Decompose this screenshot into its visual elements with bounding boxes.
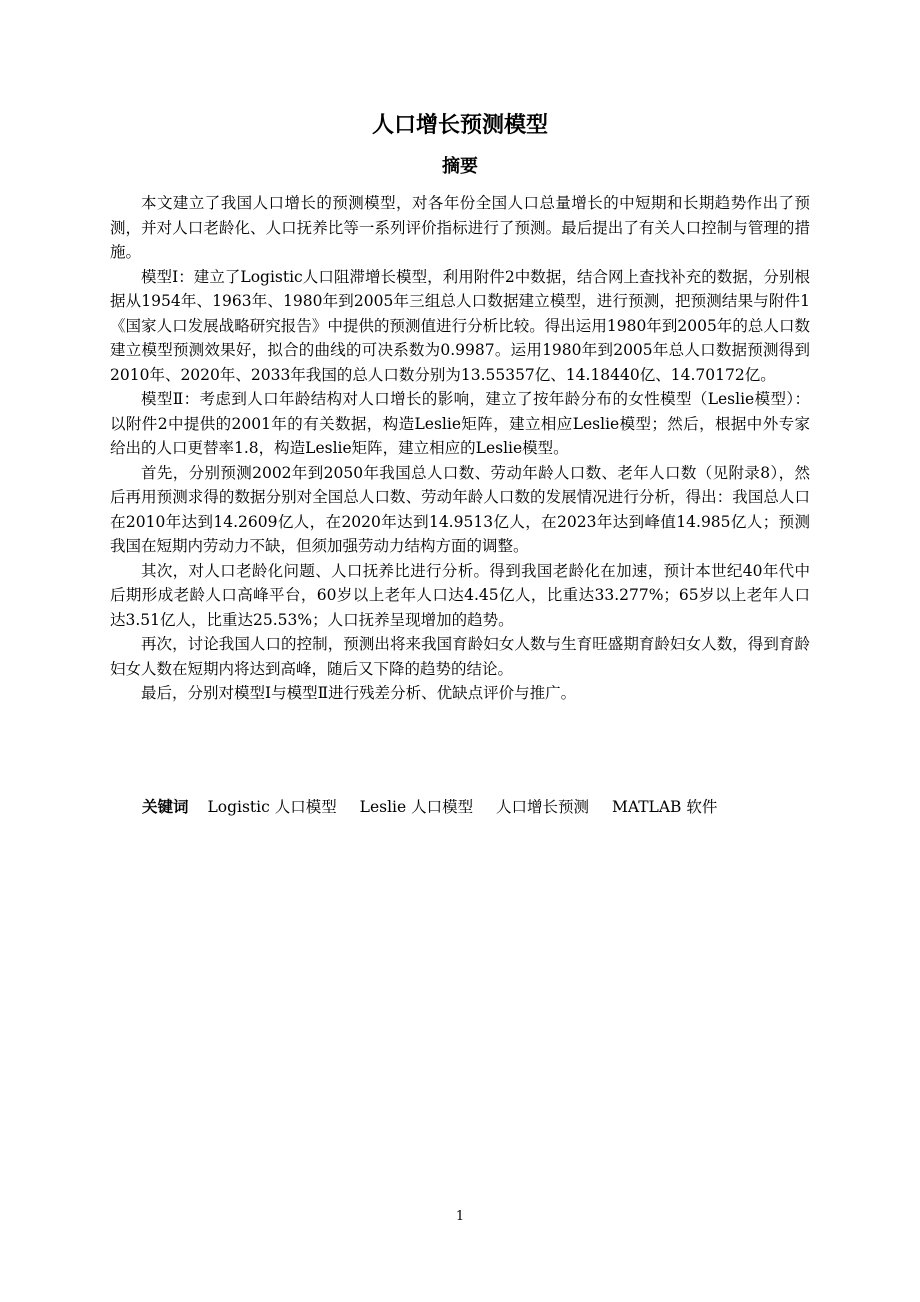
abstract-paragraph-first: 首先，分别预测2002年到2050年我国总人口数、劳动年龄人口数、老年人口数（见附录8），然后再用预测求得的数据分别对全国总人口数、劳动年龄人口数的发展情况进行分析，得出：我国总人口在2010年达到14.2609亿人，在2020年达到14.9513亿人，在2023年达到峰值14.985亿人；预测我国在短期内劳动力不缺，但须加强劳动力结构方面的调整。 [110,463,810,555]
abstract-paragraph-third: 再次，讨论我国人口的控制，预测出将来我国育龄妇女人数与生育旺盛期育龄妇女人数，得到育龄妇女人数在短期内将达到高峰，随后又下降的趋势的结论。 [110,635,810,678]
abstract-paragraph-last: 最后，分别对模型Ⅰ与模型Ⅱ进行残差分析、优缺点评价与推广。 [141,684,577,702]
abstract-paragraph-second: 其次，对人口老龄化问题、人口抚养比进行分析。得到我国老龄化在加速，预计本世纪40年代中后期形成老龄人口高峰平台，60岁以上老年人口达4.45亿人，比重达33.277%；65岁以上老年人口达3.51亿人，比重达25.53%；人口抚养呈现增加的趋势。 [110,561,810,629]
keyword-item: MATLAB 软件 [611,798,718,816]
keywords-label: 关键词 [142,798,189,816]
abstract-paragraph-model-1: 模型Ⅰ：建立了Logistic人口阻滞增长模型，利用附件2中数据，结合网上查找补充的数据，分别根据从1954年、1963年、1980年到2005年三组总人口数据建立模型，进行预测，把预测结果与附件1《国家人口发展战略研究报告》中提供的预测值进行分析比较。得出运用1980年到2005年的总人口数建立模型预测效果好，拟合的曲线的可决系数为0.9987。运用1980年到2005年总人口数据预测得到2010年、2020年、2033年我国的总人口数分别为13.55357亿、14.18440亿、14.70172亿。 [110,267,810,384]
paper-title: 人口增长预测模型 [371,113,548,138]
abstract-paragraph-intro: 本文建立了我国人口增长的预测模型，对各年份全国人口总量增长的中短期和长期趋势作出了预测，并对人口老龄化、人口抚养比等一系列评价指标进行了预测。最后提出了有关人口控制与管理的措施。 [110,194,810,261]
abstract-paragraph-model-2: 模型Ⅱ：考虑到人口年龄结构对人口增长的影响，建立了按年龄分布的女性模型（Leslie模型）：以附件2中提供的2001年的有关数据，构造Leslie矩阵，建立相应Leslie模型；然后，根据中外专家给出的人口更替率1.8，构造Leslie矩阵，建立相应的Leslie模型。 [110,390,810,457]
keyword-item: 人口增长预测 [496,798,590,816]
keyword-item: Logistic 人口模型 [207,798,337,816]
keyword-item: Leslie 人口模型 [359,798,474,816]
abstract-heading: 摘要 [442,156,478,177]
page-number: 1 [455,1209,465,1224]
keywords-line [142,795,810,819]
abstract-body [110,191,810,706]
